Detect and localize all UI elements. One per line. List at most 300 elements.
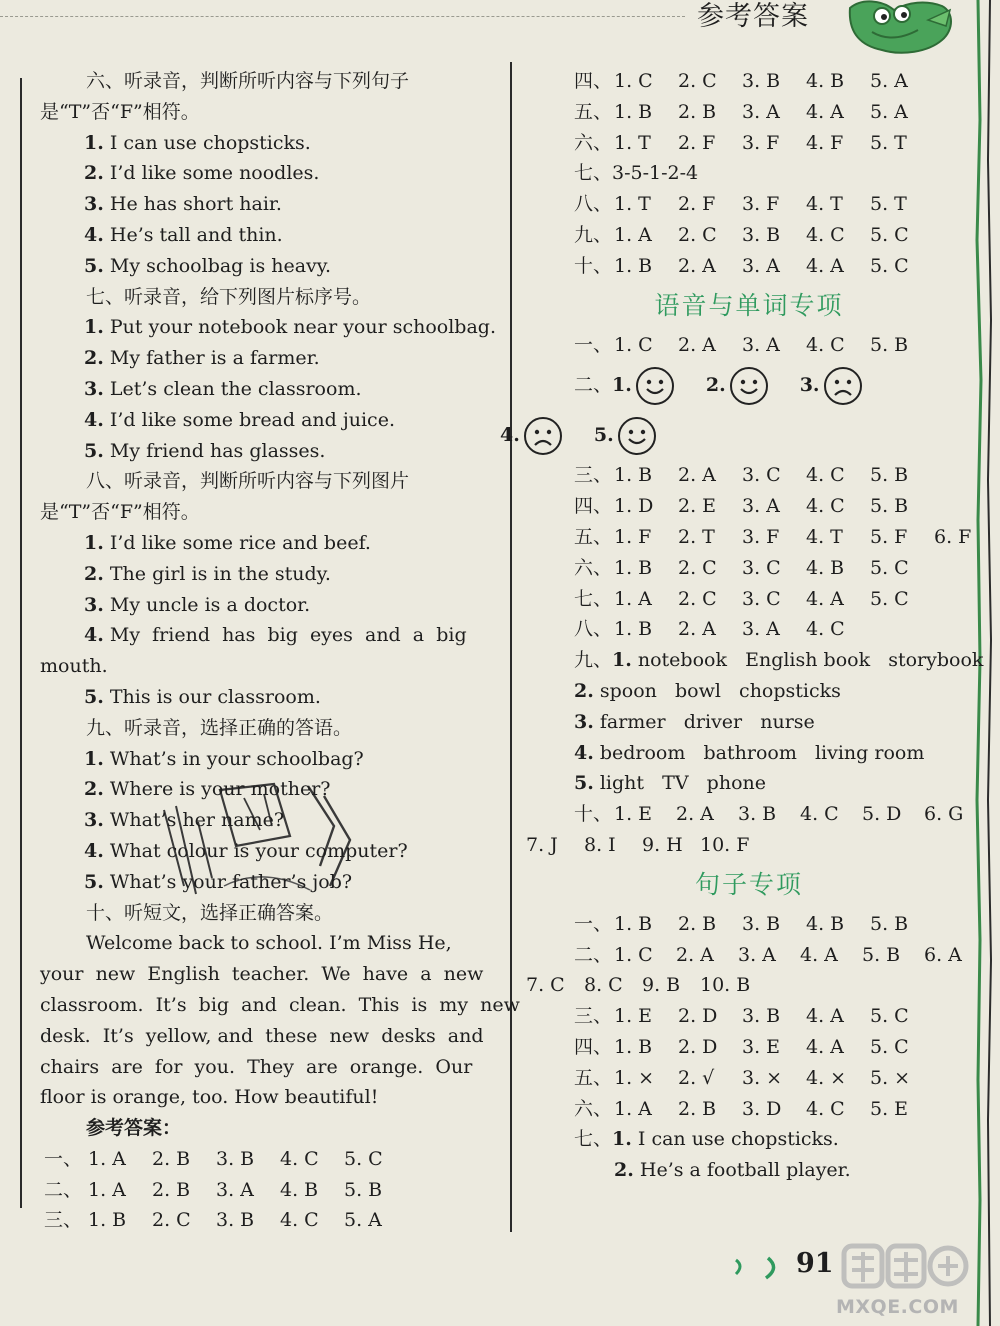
- item-number: 2.: [574, 679, 594, 702]
- answer-item: 1. A: [614, 223, 652, 246]
- word-answer-row: [526, 768, 972, 799]
- answer-row-label: 二、: [574, 374, 613, 397]
- text-line: [40, 405, 486, 436]
- text-line: [40, 682, 486, 713]
- answer-row: [526, 1001, 972, 1032]
- text-line: [40, 590, 486, 621]
- answer-row-label: 七、3-5-1-2-4: [574, 162, 699, 185]
- text-line: [40, 374, 486, 405]
- text-line: [40, 158, 486, 189]
- item-number: 3.: [84, 193, 104, 216]
- answer-item: 5. C: [870, 223, 909, 246]
- line-text: I’d like some bread and juice.: [103, 408, 395, 431]
- answer-row: [526, 614, 972, 645]
- answer-item: 2. A: [678, 464, 716, 487]
- answer-item: 5. C: [870, 254, 909, 277]
- word-answer-row: [526, 707, 972, 738]
- line-text: I can use chopsticks.: [103, 131, 311, 154]
- answer-item: 9. B: [642, 974, 681, 997]
- answer-row-label: 八、: [574, 193, 613, 216]
- answer-item: 4. C: [806, 495, 845, 518]
- answer-item: 1. C: [614, 333, 653, 356]
- answer-item: 1. B: [614, 254, 653, 277]
- answer-item: 1. B: [614, 556, 653, 579]
- answer-row: [526, 189, 972, 220]
- answer-row: [526, 220, 972, 251]
- answer-row: [526, 460, 972, 491]
- answer-item: 3. C: [742, 587, 781, 610]
- answer-item: 5. ×: [870, 1066, 911, 1089]
- column-divider: [510, 62, 512, 1232]
- text-line: [40, 528, 486, 559]
- text-line: [40, 1021, 486, 1052]
- answer-item: 5. A: [344, 1209, 382, 1232]
- answer-item: 5. B: [870, 333, 909, 356]
- answer-item: 3. B: [738, 803, 777, 826]
- answer-row: [526, 970, 972, 1001]
- answer-item: 4. F: [806, 131, 844, 154]
- answer-item: 4. A: [800, 943, 838, 966]
- item-number: 4.: [84, 408, 104, 431]
- answer-item: 4. C: [806, 333, 845, 356]
- answer-row: [526, 940, 972, 971]
- line-text: 十、听短文，选择正确答案。: [86, 901, 334, 924]
- answer-item: 3. A: [742, 100, 780, 123]
- text-line: [40, 220, 486, 251]
- answer-row-label: 六、: [574, 1097, 613, 1120]
- text-line: [40, 66, 486, 97]
- line-text: I’d like some rice and beef.: [103, 531, 371, 554]
- text-line: [40, 1113, 486, 1144]
- word-list: spoon bowl chopsticks: [599, 679, 841, 702]
- line-text: 七、听录音，给下列图片标序号。: [86, 285, 372, 308]
- answer-item: 5. B: [344, 1178, 383, 1201]
- answer-item: 4. A: [806, 1005, 844, 1028]
- answer-row: [526, 830, 972, 861]
- answer-item: 4. C: [280, 1147, 319, 1170]
- answer-row-label: 四、: [574, 495, 613, 518]
- answer-item: 2. C: [678, 587, 717, 610]
- answer-item: 4. C: [280, 1209, 319, 1232]
- left-margin-rule: [20, 78, 22, 1208]
- line-text: mouth.: [40, 655, 108, 678]
- answer-item: 2. F: [678, 193, 716, 216]
- answer-item: 3. A: [742, 254, 780, 277]
- answer-item: 2. D: [678, 1005, 718, 1028]
- sad-face-icon: [524, 417, 562, 455]
- answer-item: 10. B: [700, 974, 751, 997]
- answer-item: 7. C: [526, 974, 565, 997]
- answer-item: 4. A: [806, 1035, 844, 1058]
- item-number: 1.: [612, 649, 632, 672]
- answer-row-label: 十、: [574, 803, 613, 826]
- word-list: bedroom bathroom living room: [599, 741, 925, 764]
- sentence-text: I can use chopsticks.: [631, 1128, 839, 1151]
- section-title-sentence: 句子专项: [694, 869, 803, 899]
- answer-row-label: 七、: [574, 587, 613, 610]
- text-line: [40, 651, 486, 682]
- line-text: He has short hair.: [103, 193, 282, 216]
- answer-item: 1. B: [614, 464, 653, 487]
- sentence-answer-row: [526, 1155, 972, 1186]
- answer-item: 2. B: [152, 1147, 191, 1170]
- answer-item: 6. G: [924, 803, 964, 826]
- answer-item: 5. A: [870, 70, 908, 92]
- answer-item: 4. C: [806, 464, 845, 487]
- face-number: 5.: [593, 424, 614, 447]
- text-line: [40, 990, 520, 1021]
- answer-item: 1. A: [614, 1097, 652, 1120]
- answer-row: [526, 1032, 972, 1063]
- answer-row-label: 三、: [574, 464, 613, 487]
- text-line: [40, 1052, 486, 1083]
- answer-row: [40, 1144, 486, 1175]
- answer-item: 4. A: [806, 254, 844, 277]
- answer-row: [526, 553, 972, 584]
- answer-row-label: 四、: [574, 1035, 613, 1058]
- sentence-text: He’s a football player.: [633, 1159, 851, 1182]
- answer-item: 1. ×: [614, 1066, 655, 1089]
- item-number: 3.: [84, 377, 104, 400]
- answer-row-label: 十、: [574, 254, 613, 277]
- answer-item: 2. B: [152, 1178, 191, 1201]
- answer-item: 5. B: [870, 495, 909, 518]
- text-line: [40, 713, 486, 744]
- answer-item: 4. C: [806, 1097, 845, 1120]
- answer-item: 2. B: [678, 100, 717, 123]
- answer-item: 2. C: [678, 223, 717, 246]
- text-line: [40, 1082, 486, 1113]
- answer-item: 1. B: [614, 618, 653, 641]
- item-number: 2.: [84, 562, 104, 585]
- word-list: light TV phone: [599, 772, 766, 795]
- header-title: 参考答案: [697, 1, 809, 32]
- answer-row-label: 六、: [574, 131, 613, 154]
- answer-item: 5. T: [870, 131, 907, 154]
- sentence-answer-row: [526, 1124, 972, 1155]
- answer-item: 3. D: [742, 1097, 782, 1120]
- item-number: 4.: [574, 741, 594, 764]
- page-number-ornament-icon: [732, 1254, 782, 1280]
- answer-item: 3. C: [742, 556, 781, 579]
- answer-row-label: 五、: [574, 100, 613, 123]
- answer-item: 4. B: [806, 556, 845, 579]
- answer-item: 1. E: [614, 1005, 653, 1028]
- text-line: [40, 959, 486, 990]
- section-title-phonics: 语音与单词专项: [654, 290, 844, 320]
- answer-item: 3. A: [216, 1178, 254, 1201]
- answer-row-label: 一、: [574, 333, 613, 356]
- text-line: [40, 436, 486, 467]
- face-number: 1.: [612, 374, 632, 397]
- text-line: [40, 774, 486, 805]
- text-line: [40, 251, 486, 282]
- face-number: 3.: [799, 374, 820, 397]
- page-header: [0, 0, 1000, 34]
- answer-item: 3. A: [742, 495, 780, 518]
- word-list: notebook English book storybook: [637, 649, 984, 672]
- answer-item: 2. A: [678, 254, 716, 277]
- frog-mascot-icon: [842, 0, 957, 56]
- item-number: 4.: [84, 839, 104, 862]
- answer-row-label: 七、: [574, 1128, 613, 1151]
- answer-item: 2. T: [678, 525, 715, 548]
- answer-item: 5. T: [870, 193, 907, 216]
- item-number: 1.: [612, 1128, 632, 1151]
- answer-item: 5. A: [870, 100, 908, 123]
- answer-item: 1. B: [614, 912, 653, 935]
- answer-item: 2. A: [676, 803, 714, 826]
- text-line: [40, 928, 486, 959]
- happy-face-icon: [730, 367, 768, 405]
- text-line: [40, 898, 486, 929]
- item-number: 1.: [84, 316, 104, 339]
- answer-item: 5. B: [862, 943, 901, 966]
- watermark-text: MXQE.COM: [836, 1296, 959, 1318]
- answer-item: 5. C: [344, 1147, 383, 1170]
- answer-item: 4. ×: [806, 1066, 847, 1089]
- answer-row: [526, 128, 972, 159]
- answer-row: [526, 66, 972, 97]
- answer-item: 1. C: [614, 943, 653, 966]
- answer-row-label: 二、: [44, 1178, 83, 1201]
- answer-item: 1. B: [88, 1209, 127, 1232]
- answer-item: 5. B: [870, 464, 909, 487]
- item-number: 5.: [84, 685, 104, 708]
- answer-item: 2. C: [152, 1209, 191, 1232]
- text-line: [40, 189, 486, 220]
- text-line: [40, 744, 486, 775]
- answer-item: 3. B: [216, 1209, 255, 1232]
- answer-item: 3. F: [742, 131, 780, 154]
- answer-item: 1. B: [614, 100, 653, 123]
- answer-item: 1. T: [614, 193, 651, 216]
- answer-item: 5. C: [870, 1005, 909, 1028]
- line-text: classroom. It’s big and clean. This is my new: [40, 993, 520, 1016]
- line-text: What’s her name?: [103, 809, 285, 832]
- answer-item: 1. T: [614, 131, 651, 154]
- answer-item: 2. B: [678, 1097, 717, 1120]
- answer-item: 3. B: [742, 70, 781, 92]
- line-text: What’s in your schoolbag?: [103, 747, 364, 770]
- line-text: Put your notebook near your schoolbag.: [103, 316, 496, 339]
- answer-item: 3. A: [738, 943, 776, 966]
- answer-item: 1. B: [614, 1035, 653, 1058]
- word-answer-row: [526, 738, 972, 769]
- answer-item: 3. A: [742, 333, 780, 356]
- line-text: 九、听录音，选择正确的答语。: [86, 716, 353, 739]
- answer-row-label: 九、: [574, 223, 613, 246]
- right-column: [500, 66, 984, 1186]
- line-text: He’s tall and thin.: [103, 223, 283, 246]
- answer-item: 3. B: [742, 223, 781, 246]
- answer-row-label: 三、: [574, 1005, 613, 1028]
- answer-row: [40, 1175, 486, 1206]
- answer-row: [526, 491, 972, 522]
- line-text: What colour is your computer?: [103, 839, 408, 862]
- answer-item: 4. C: [800, 803, 839, 826]
- answer-row: [526, 584, 972, 615]
- answer-item: 5. D: [862, 803, 902, 826]
- answer-item: 6. A: [924, 943, 962, 966]
- answer-item: 5. C: [870, 1035, 909, 1058]
- answer-row-label: 一、: [44, 1147, 83, 1170]
- line-text: floor is orange, too. How beautiful!: [40, 1086, 379, 1109]
- item-number: 1.: [84, 131, 104, 154]
- answer-item: 4. T: [806, 193, 843, 216]
- answer-row: [526, 97, 972, 128]
- text-line: [40, 343, 486, 374]
- faces-row: [526, 360, 972, 410]
- happy-face-icon: [618, 417, 656, 455]
- answer-item: 2. C: [678, 70, 717, 92]
- line-text: your new English teacher. We have a new: [40, 963, 484, 986]
- answer-row: [526, 158, 972, 189]
- line-text: What’s your father’s job?: [103, 870, 353, 893]
- answer-row: [40, 1205, 486, 1236]
- text-line: [40, 312, 496, 343]
- answer-row-label: 一、: [574, 912, 613, 935]
- answer-item: 10. F: [700, 833, 750, 856]
- answer-row-label: 五、: [574, 525, 613, 548]
- line-text: Let’s clean the classroom.: [103, 377, 362, 400]
- text-line: [40, 497, 486, 528]
- header-dashed-line: [0, 16, 685, 17]
- answer-item: 1. A: [88, 1178, 126, 1201]
- text-line: [40, 620, 486, 651]
- word-list: farmer driver nurse: [599, 710, 815, 733]
- face-number: 2.: [705, 374, 726, 397]
- line-text: I’d like some noodles.: [103, 162, 320, 185]
- line-text: Where is your mother?: [103, 778, 331, 801]
- item-number: 2.: [84, 778, 104, 801]
- text-line: [40, 97, 486, 128]
- answer-row: [526, 799, 972, 830]
- word-answer-row: [526, 645, 984, 676]
- answer-row-label: 八、: [574, 618, 613, 641]
- answer-item: 4. B: [280, 1178, 319, 1201]
- answer-item: 1. F: [614, 525, 652, 548]
- answer-row-label: 三、: [44, 1209, 83, 1232]
- answer-item: 3. A: [742, 618, 780, 641]
- answer-item: 4. C: [806, 618, 845, 641]
- line-text: This is our classroom.: [103, 685, 321, 708]
- answer-item: 7. J: [526, 833, 558, 856]
- answer-item: 4. A: [806, 587, 844, 610]
- line-text: My schoolbag is heavy.: [103, 254, 332, 277]
- item-number: 2.: [84, 347, 104, 370]
- answer-item: 2. F: [678, 131, 716, 154]
- answer-item: 3. F: [742, 525, 780, 548]
- answer-row-label: 九、: [574, 649, 613, 672]
- answer-item: 3. B: [742, 1005, 781, 1028]
- happy-face-icon: [636, 367, 674, 405]
- item-number: 2.: [84, 162, 104, 185]
- text-line: [40, 559, 486, 590]
- item-number: 2.: [614, 1159, 634, 1182]
- answer-item: 2. D: [678, 1035, 718, 1058]
- answer-item: 2. A: [676, 943, 714, 966]
- answer-item: 8. I: [584, 833, 616, 856]
- item-number: 1.: [84, 531, 104, 554]
- face-number: 4.: [500, 424, 520, 447]
- answer-row: [526, 909, 972, 940]
- answer-item: 3. B: [216, 1147, 255, 1170]
- text-line: [40, 836, 486, 867]
- item-number: 1.: [84, 747, 104, 770]
- line-text: My friend has glasses.: [103, 439, 326, 462]
- line-text: 是“T”否“F”相符。: [40, 501, 200, 524]
- item-number: 5.: [84, 254, 104, 277]
- item-number: 3.: [574, 710, 594, 733]
- line-text: desk. It’s yellow, and these new desks and: [40, 1024, 484, 1047]
- text-line: [40, 282, 486, 313]
- answer-row-label: 二、: [574, 943, 613, 966]
- item-number: 5.: [574, 772, 594, 795]
- line-text: 八、听录音，判断所听内容与下列图片: [86, 470, 410, 493]
- answer-item: 2. A: [678, 333, 716, 356]
- answer-item: 4. B: [806, 912, 845, 935]
- answer-row-label: 六、: [574, 556, 613, 579]
- answer-row: [526, 1094, 972, 1125]
- answer-item: 3. E: [742, 1035, 781, 1058]
- faces-row: [500, 410, 972, 460]
- text-line: [40, 867, 486, 898]
- answer-row: [526, 1063, 972, 1094]
- left-column: [40, 66, 520, 1236]
- item-number: 5.: [84, 870, 104, 893]
- text-line: [40, 128, 486, 159]
- answer-item: 2. B: [678, 912, 717, 935]
- line-text: 六、听录音，判断所听内容与下列句子: [86, 70, 410, 92]
- answer-item: 4. A: [806, 100, 844, 123]
- answer-item: 1. D: [614, 495, 654, 518]
- answer-item: 3. ×: [742, 1066, 783, 1089]
- line-text: 参考答案：: [86, 1117, 182, 1140]
- answer-item: 5. F: [870, 525, 908, 548]
- item-number: 4.: [84, 624, 104, 647]
- line-text: chairs are for you. They are orange. Our: [40, 1055, 473, 1078]
- answer-item: 3. C: [742, 464, 781, 487]
- line-text: My father is a farmer.: [103, 347, 320, 370]
- answer-item: 1. A: [88, 1147, 126, 1170]
- line-text: Welcome back to school. I’m Miss He,: [86, 932, 452, 955]
- answer-item: 8. C: [584, 974, 623, 997]
- answer-item: 5. E: [870, 1097, 909, 1120]
- answer-row-label: 五、: [574, 1066, 613, 1089]
- line-text: My uncle is a doctor.: [103, 593, 311, 616]
- line-text: 是“T”否“F”相符。: [40, 100, 200, 123]
- answer-item: 2. C: [678, 556, 717, 579]
- answer-item: 5. C: [870, 556, 909, 579]
- line-text: The girl is in the study.: [103, 562, 331, 585]
- answer-item: 3. F: [742, 193, 780, 216]
- answer-row: [526, 330, 972, 361]
- page-number: 91: [796, 1248, 834, 1279]
- item-number: 3.: [84, 809, 104, 832]
- answer-item: 1. A: [614, 587, 652, 610]
- answer-item: 4. C: [806, 223, 845, 246]
- answer-item: 2. E: [678, 495, 717, 518]
- text-line: [40, 466, 486, 497]
- line-text: My friend has big eyes and a big: [103, 624, 467, 647]
- answer-item: 6. F: [934, 525, 972, 548]
- item-number: 5.: [84, 439, 104, 462]
- answer-item: 4. B: [806, 70, 845, 92]
- answer-row-label: 四、: [574, 70, 613, 92]
- answer-item: 9. H: [642, 833, 683, 856]
- item-number: 3.: [84, 593, 104, 616]
